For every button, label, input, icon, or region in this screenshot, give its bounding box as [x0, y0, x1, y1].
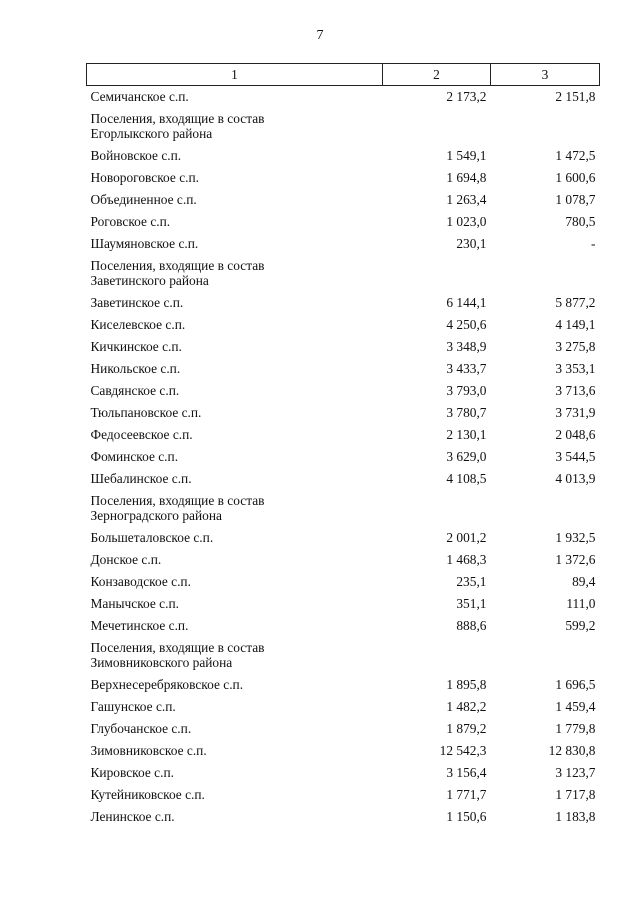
table-row — [87, 167, 600, 189]
settlement-name: Семичанское с.п. — [90, 89, 189, 104]
value-col-2: 2 001,2 — [446, 530, 487, 545]
group-label-line-2: Зимовниковского района — [90, 655, 233, 670]
value-col-2: 3 348,9 — [446, 339, 487, 354]
district-group-label — [87, 637, 383, 674]
group-label-line-1: Поселения, входящие в состав — [90, 258, 265, 273]
settlement-name: Никольское с.п. — [90, 361, 181, 376]
settlement-name: Войновское с.п. — [90, 148, 182, 163]
value-col-2: 1 694,8 — [446, 170, 487, 185]
table-row — [87, 468, 600, 490]
table-row — [87, 593, 600, 615]
page-number: 7 — [316, 28, 324, 43]
table-row — [87, 380, 600, 402]
group-label-line-2: Егорлыкского района — [90, 126, 213, 141]
value-col-2: 3 780,7 — [446, 405, 487, 420]
value-col-3: 3 275,8 — [555, 339, 596, 354]
table-body — [87, 86, 600, 829]
table-row — [87, 424, 600, 446]
table-row — [87, 314, 600, 336]
table-row — [87, 336, 600, 358]
value-col-3: 1 779,8 — [555, 721, 596, 736]
value-col-2: 235,1 — [456, 574, 487, 589]
value-col-3: 1 459,4 — [555, 699, 596, 714]
value-col-2: 1 895,8 — [446, 677, 487, 692]
district-group-row — [87, 490, 600, 527]
empty-cell — [383, 255, 491, 292]
budget-table — [86, 63, 600, 828]
value-col-3: 2 048,6 — [555, 427, 596, 442]
settlement-name: Савдянское с.п. — [90, 383, 180, 398]
value-col-2: 12 542,3 — [439, 743, 487, 758]
settlement-name: Ленинское с.п. — [90, 809, 175, 824]
value-col-2: 2 173,2 — [446, 89, 487, 104]
table-row — [87, 233, 600, 255]
value-col-3: 1 183,8 — [555, 809, 596, 824]
value-col-2: 3 793,0 — [446, 383, 487, 398]
district-group-label — [87, 255, 383, 292]
table-row — [87, 549, 600, 571]
group-label-line-1: Поселения, входящие в состав — [90, 640, 265, 655]
value-col-2: 1 879,2 — [446, 721, 487, 736]
value-col-2: 4 108,5 — [446, 471, 487, 486]
value-col-2: 1 468,3 — [446, 552, 487, 567]
group-label-line-1: Поселения, входящие в состав — [90, 111, 265, 126]
settlement-name: Киселевское с.п. — [90, 317, 186, 332]
table-row — [87, 189, 600, 211]
settlement-name: Большеталовское с.п. — [90, 530, 214, 545]
settlement-name: Роговское с.п. — [90, 214, 171, 229]
empty-cell — [383, 108, 491, 145]
settlement-name: Манычское с.п. — [90, 596, 179, 611]
empty-cell — [491, 108, 600, 145]
value-col-2: 351,1 — [456, 596, 487, 611]
column-header-3: 3 — [491, 64, 600, 86]
table-row — [87, 145, 600, 167]
settlement-name: Глубочанское с.п. — [90, 721, 192, 736]
value-col-2: 4 250,6 — [446, 317, 487, 332]
value-col-3: 780,5 — [565, 214, 596, 229]
value-col-2: 1 482,2 — [446, 699, 487, 714]
value-col-3: 5 877,2 — [555, 295, 596, 310]
value-col-3: 599,2 — [565, 618, 596, 633]
settlement-name: Объединенное с.п. — [90, 192, 197, 207]
value-col-3: 3 731,9 — [555, 405, 596, 420]
value-col-2: 888,6 — [456, 618, 487, 633]
settlement-name: Верхнесеребряковское с.п. — [90, 677, 244, 692]
value-col-2: 1 771,7 — [446, 787, 487, 802]
settlement-name: Шебалинское с.п. — [90, 471, 192, 486]
value-col-2: 2 130,1 — [446, 427, 487, 442]
value-col-2: 230,1 — [456, 236, 487, 251]
column-header-2: 2 — [383, 64, 491, 86]
value-col-3: 1 472,5 — [555, 148, 596, 163]
value-col-3: - — [591, 236, 596, 251]
value-col-3: 4 013,9 — [555, 471, 596, 486]
settlement-name: Кичкинское с.п. — [90, 339, 182, 354]
table-header — [87, 64, 600, 86]
settlement-name: Донское с.п. — [90, 552, 162, 567]
group-label-line-1: Поселения, входящие в состав — [90, 493, 265, 508]
table-row — [87, 762, 600, 784]
value-col-3: 1 372,6 — [555, 552, 596, 567]
table-row — [87, 696, 600, 718]
value-col-3: 1 600,6 — [555, 170, 596, 185]
value-col-2: 1 549,1 — [446, 148, 487, 163]
value-col-3: 2 151,8 — [555, 89, 596, 104]
district-group-row — [87, 255, 600, 292]
table-row — [87, 740, 600, 762]
settlement-name: Новороговское с.п. — [90, 170, 200, 185]
district-group-label — [87, 490, 383, 527]
settlement-name: Зимовниковское с.п. — [90, 743, 207, 758]
table-row — [87, 806, 600, 828]
value-col-3: 3 713,6 — [555, 383, 596, 398]
column-header-1: 1 — [87, 64, 383, 86]
district-group-row — [87, 637, 600, 674]
value-col-3: 12 830,8 — [548, 743, 596, 758]
settlement-name: Шаумяновское с.п. — [90, 236, 199, 251]
value-col-3: 3 123,7 — [555, 765, 596, 780]
settlement-name: Тюльпановское с.п. — [90, 405, 202, 420]
table-row — [87, 446, 600, 468]
settlement-name: Федосеевское с.п. — [90, 427, 193, 442]
settlement-name: Конзаводское с.п. — [90, 574, 191, 589]
table-row — [87, 402, 600, 424]
empty-cell — [491, 637, 600, 674]
table-row — [87, 718, 600, 740]
district-group-label — [87, 108, 383, 145]
table-row — [87, 615, 600, 637]
table-row — [87, 358, 600, 380]
empty-cell — [491, 255, 600, 292]
table-row — [87, 292, 600, 314]
value-col-3: 111,0 — [566, 596, 596, 611]
group-label-line-2: Заветинского района — [90, 273, 209, 288]
value-col-2: 1 150,6 — [446, 809, 487, 824]
value-col-3: 1 078,7 — [555, 192, 596, 207]
value-col-2: 1 263,4 — [446, 192, 487, 207]
empty-cell — [383, 637, 491, 674]
value-col-3: 1 717,8 — [555, 787, 596, 802]
value-col-3: 89,4 — [572, 574, 596, 589]
empty-cell — [491, 490, 600, 527]
settlement-name: Гашунское с.п. — [90, 699, 176, 714]
value-col-3: 4 149,1 — [555, 317, 596, 332]
settlement-name: Заветинское с.п. — [90, 295, 184, 310]
empty-cell — [383, 490, 491, 527]
value-col-2: 3 433,7 — [446, 361, 487, 376]
table-row — [87, 211, 600, 233]
district-group-row — [87, 108, 600, 145]
value-col-2: 3 629,0 — [446, 449, 487, 464]
table-row — [87, 527, 600, 549]
header-row — [87, 64, 600, 86]
table-row — [87, 674, 600, 696]
table-row — [87, 571, 600, 593]
value-col-3: 3 353,1 — [555, 361, 596, 376]
table-row — [87, 86, 600, 109]
table-row — [87, 784, 600, 806]
settlement-name: Мечетинское с.п. — [90, 618, 189, 633]
value-col-3: 3 544,5 — [555, 449, 596, 464]
group-label-line-2: Зерноградского района — [90, 508, 222, 523]
value-col-2: 6 144,1 — [446, 295, 487, 310]
settlement-name: Кутейниковское с.п. — [90, 787, 205, 802]
settlement-name: Кировское с.п. — [90, 765, 174, 780]
value-col-3: 1 696,5 — [555, 677, 596, 692]
value-col-2: 1 023,0 — [446, 214, 487, 229]
value-col-3: 1 932,5 — [555, 530, 596, 545]
settlement-name: Фоминское с.п. — [90, 449, 179, 464]
value-col-2: 3 156,4 — [446, 765, 487, 780]
